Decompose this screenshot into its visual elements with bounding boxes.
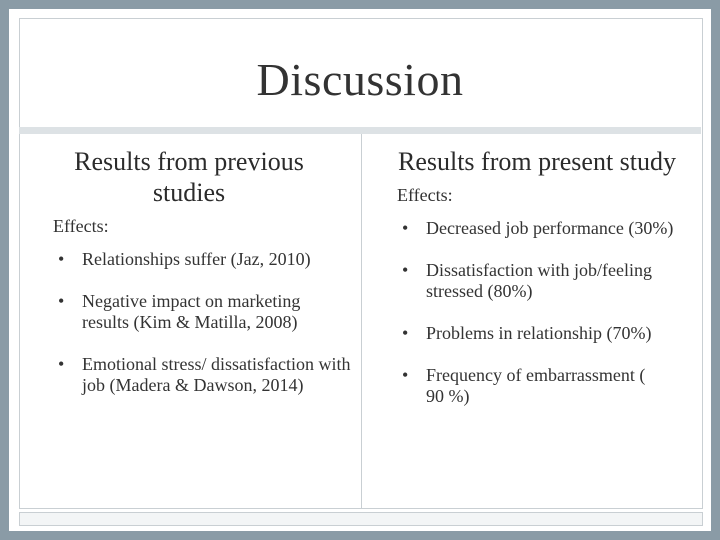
footer-strip	[19, 512, 703, 526]
left-bullet-list	[53, 249, 353, 396]
left-bullet-text: Emotional stress/ dissatisfaction with job (Madera & Dawson, 2014)	[82, 354, 351, 395]
bullet-dot-icon: •	[58, 291, 65, 311]
bullet-dot-icon: •	[58, 249, 65, 269]
right-bullet-item	[397, 260, 686, 302]
left-effects-label: Effects:	[53, 216, 109, 236]
right-column	[397, 146, 697, 407]
slide	[9, 9, 711, 531]
left-bullet-item	[53, 291, 342, 333]
left-column	[53, 146, 353, 396]
left-bullet-item	[53, 354, 362, 396]
bullet-dot-icon: •	[402, 365, 409, 385]
right-bullet-list	[397, 218, 697, 407]
right-effects-label: Effects:	[397, 185, 453, 205]
slide-title: Discussion	[256, 54, 464, 105]
right-bullet-item	[397, 365, 656, 407]
left-bullet-text: Negative impact on marketing results (Kim & Matilla, 2008)	[82, 291, 301, 332]
title-divider	[19, 127, 701, 134]
left-bullet-text: Relationships suffer (Jaz, 2010)	[82, 249, 311, 269]
column-divider	[361, 134, 362, 508]
left-bullet-item	[53, 249, 342, 270]
bullet-dot-icon: •	[58, 354, 65, 374]
right-bullet-text: Dissatisfaction with job/feeling stressed (80%)	[426, 260, 652, 301]
right-column-heading: Results from present study	[397, 147, 677, 176]
bullet-dot-icon: •	[402, 218, 409, 238]
left-column-heading: Results from previous studies	[74, 147, 304, 207]
bullet-dot-icon: •	[402, 323, 409, 343]
right-bullet-text: Problems in relationship (70%)	[426, 323, 652, 343]
right-bullet-text: Frequency of embarrassment ( 90 %)	[426, 365, 646, 406]
bullet-dot-icon: •	[402, 260, 409, 280]
right-bullet-item	[397, 218, 701, 239]
right-bullet-text: Decreased job performance (30%)	[426, 218, 674, 238]
right-bullet-item	[397, 323, 686, 344]
